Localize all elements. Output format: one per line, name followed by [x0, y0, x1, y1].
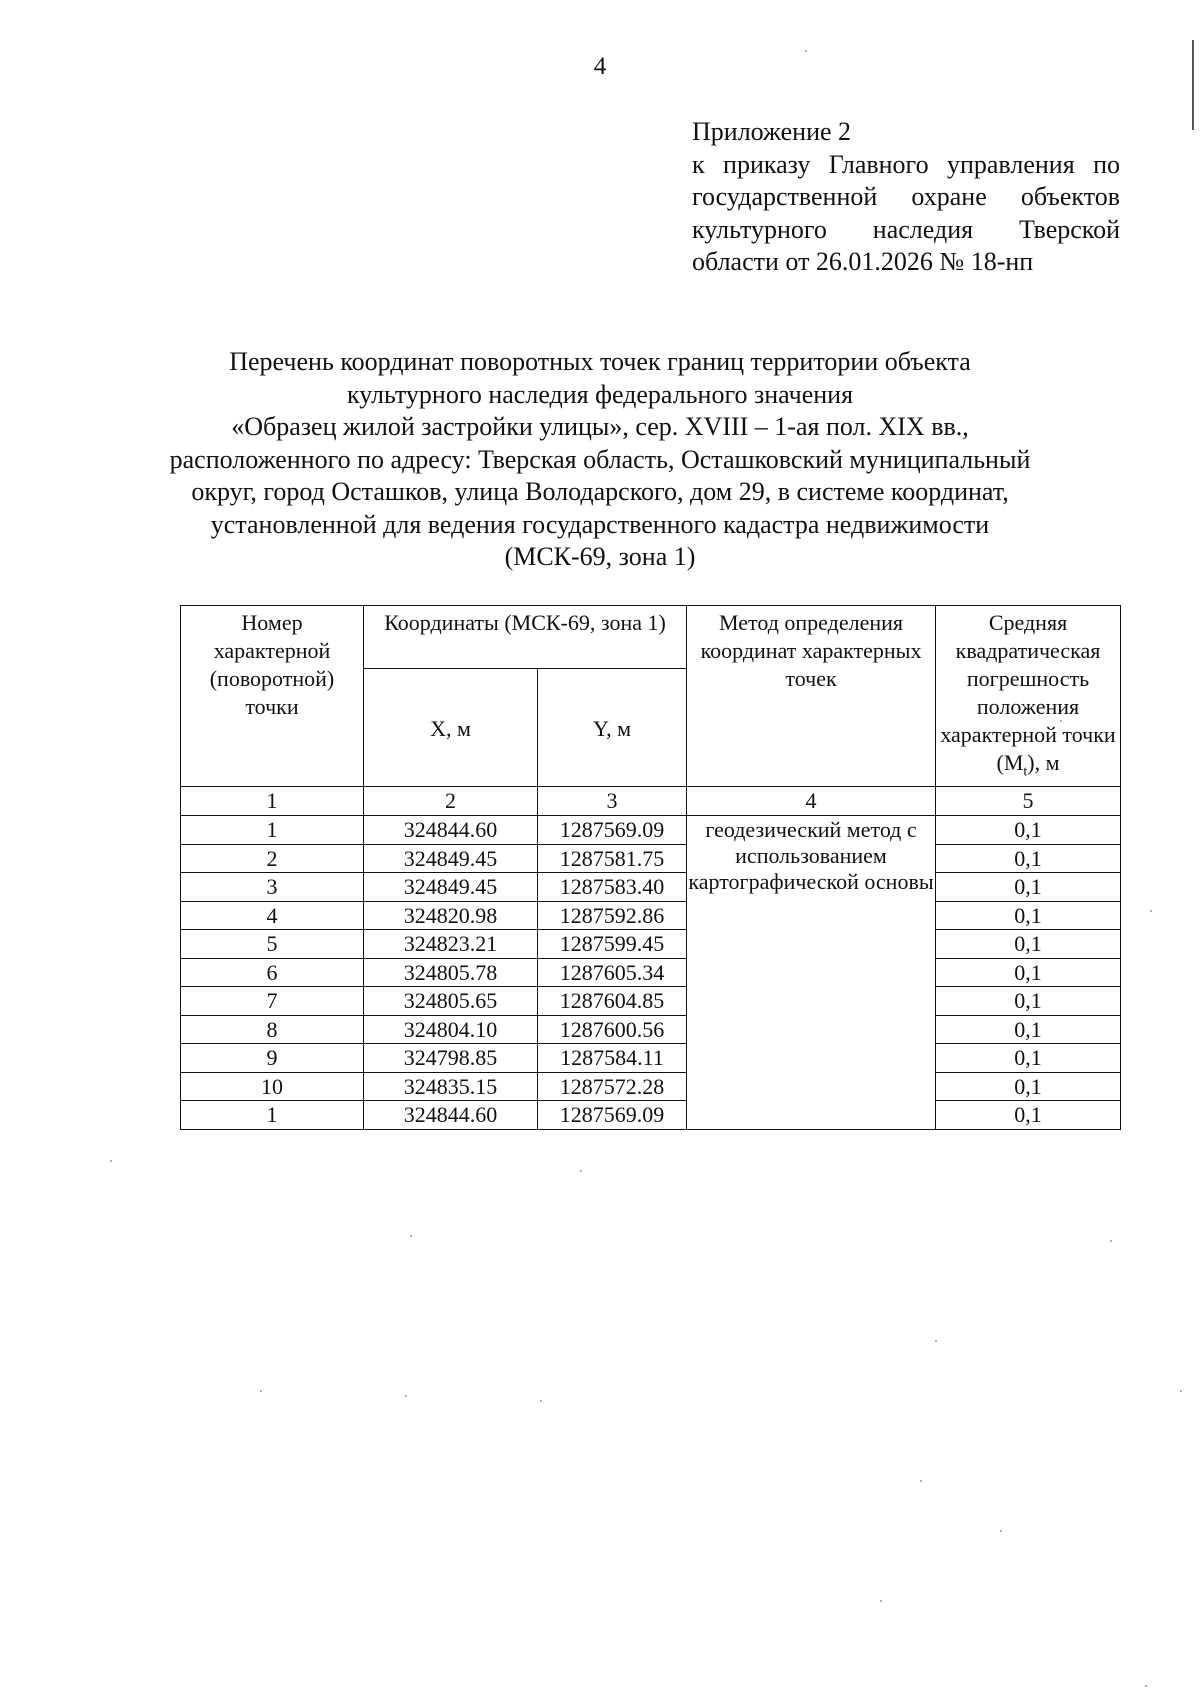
- y-coordinate-cell: 1287599.45: [538, 930, 687, 959]
- column-number: 4: [687, 787, 936, 816]
- table-row: [181, 816, 1121, 845]
- header-point-number: Номер характерной (поворотной) точки: [181, 606, 364, 787]
- scan-speck: [1060, 720, 1062, 722]
- appendix-line: культурного наследия Тверской: [692, 214, 1120, 244]
- column-number: 1: [181, 787, 364, 816]
- title-line: Перечень координат поворотных точек границ территории объекта: [229, 347, 971, 376]
- point-number-cell: 8: [181, 1015, 364, 1044]
- table-row: [181, 1015, 1121, 1044]
- error-cell: 0,1: [936, 1015, 1121, 1044]
- column-number: 3: [538, 787, 687, 816]
- title-line: установленной для ведения государственного кадастра недвижимости: [210, 509, 990, 539]
- appendix-line: государственной охране объектов: [692, 182, 1120, 211]
- point-number-cell: 4: [181, 901, 364, 930]
- scan-speck: [880, 1600, 882, 1602]
- table-row: [181, 844, 1121, 873]
- scan-speck: [580, 1170, 582, 1172]
- point-number-cell: 7: [181, 987, 364, 1016]
- table-row: [181, 873, 1121, 902]
- error-cell: 0,1: [936, 930, 1121, 959]
- point-number-cell: 5: [181, 930, 364, 959]
- scan-speck: [805, 50, 807, 52]
- scan-speck: [260, 1390, 262, 1392]
- point-number-cell: 2: [181, 844, 364, 873]
- header-method: Метод определения координат характерных точек: [687, 606, 936, 787]
- scan-speck: [920, 1480, 922, 1482]
- y-coordinate-cell: 1287583.40: [538, 873, 687, 902]
- title-line: культурного наследия федерального значения: [346, 379, 854, 409]
- x-coordinate-cell: 324798.85: [364, 1044, 538, 1073]
- error-cell: 0,1: [936, 901, 1121, 930]
- scan-speck: [1150, 910, 1152, 912]
- point-number-cell: 9: [181, 1044, 364, 1073]
- title-line: округ, город Осташков, улица Володарского, дом 29, в системе координат,: [191, 477, 1009, 506]
- header-error-sub: t: [1023, 764, 1028, 780]
- column-number: 5: [936, 787, 1121, 816]
- scan-speck: [1180, 1390, 1182, 1392]
- document-title: [150, 346, 1050, 574]
- error-cell: 0,1: [936, 816, 1121, 845]
- y-coordinate-cell: 1287592.86: [538, 901, 687, 930]
- y-coordinate-cell: 1287605.34: [538, 958, 687, 987]
- header-y: Y, м: [538, 669, 687, 787]
- error-cell: 0,1: [936, 958, 1121, 987]
- header-error-tail: ), м: [1027, 750, 1060, 775]
- y-coordinate-cell: 1287581.75: [538, 844, 687, 873]
- point-number-cell: 1: [181, 1101, 364, 1130]
- x-coordinate-cell: 324804.10: [364, 1015, 538, 1044]
- x-coordinate-cell: 324835.15: [364, 1072, 538, 1101]
- appendix-line: к приказу Главного управления по: [692, 149, 1120, 179]
- scan-speck: [1110, 1240, 1112, 1242]
- method-cell: геодезический метод с использованием картографической основы: [687, 816, 936, 1130]
- error-cell: 0,1: [936, 873, 1121, 902]
- y-coordinate-cell: 1287572.28: [538, 1072, 687, 1101]
- header-error-main: Средняя квадратическая погрешность положения характерной точки (M: [940, 610, 1116, 775]
- coordinates-table: [180, 605, 1121, 1130]
- error-cell: 0,1: [936, 1101, 1121, 1130]
- appendix-line: области от 26.01.2026 № 18-нп: [692, 247, 1034, 276]
- table-row: [181, 930, 1121, 959]
- header-coordinates: Координаты (МСК-69, зона 1): [364, 606, 687, 669]
- y-coordinate-cell: 1287584.11: [538, 1044, 687, 1073]
- x-coordinate-cell: 324844.60: [364, 816, 538, 845]
- error-cell: 0,1: [936, 844, 1121, 873]
- error-cell: 0,1: [936, 1072, 1121, 1101]
- table-row: [181, 958, 1121, 987]
- appendix-line: Приложение 2: [692, 117, 852, 146]
- point-number-cell: 6: [181, 958, 364, 987]
- scan-speck: [935, 1340, 937, 1342]
- scan-speck: [110, 1160, 112, 1162]
- title-line: «Образец жилой застройки улицы», сер. XVIII – 1-ая пол. XIX вв.,: [231, 412, 969, 441]
- header-x: X, м: [364, 669, 538, 787]
- column-number: 2: [364, 787, 538, 816]
- header-error: [936, 606, 1121, 787]
- title-line: (МСК-69, зона 1): [504, 542, 696, 571]
- x-coordinate-cell: 324805.78: [364, 958, 538, 987]
- page-number: 4: [593, 53, 607, 80]
- y-coordinate-cell: 1287569.09: [538, 1101, 687, 1130]
- x-coordinate-cell: 324823.21: [364, 930, 538, 959]
- table-row: [181, 1044, 1121, 1073]
- x-coordinate-cell: 324849.45: [364, 873, 538, 902]
- scan-speck: [540, 1400, 542, 1402]
- table-row: [181, 901, 1121, 930]
- error-cell: 0,1: [936, 987, 1121, 1016]
- scan-speck: [405, 1395, 407, 1397]
- column-number-row: [181, 787, 1121, 816]
- scan-speck: [410, 1235, 412, 1237]
- point-number-cell: 10: [181, 1072, 364, 1101]
- scan-speck: [1000, 1530, 1002, 1532]
- error-cell: 0,1: [936, 1044, 1121, 1073]
- appendix-block: [692, 116, 1120, 279]
- y-coordinate-cell: 1287604.85: [538, 987, 687, 1016]
- y-coordinate-cell: 1287569.09: [538, 816, 687, 845]
- table-row: [181, 1101, 1121, 1130]
- table-row: [181, 987, 1121, 1016]
- point-number-cell: 1: [181, 816, 364, 845]
- table-row: [181, 1072, 1121, 1101]
- x-coordinate-cell: 324820.98: [364, 901, 538, 930]
- x-coordinate-cell: 324805.65: [364, 987, 538, 1016]
- title-line: расположенного по адресу: Тверская область, Осташковский муниципальный: [169, 444, 1031, 474]
- x-coordinate-cell: 324844.60: [364, 1101, 538, 1130]
- y-coordinate-cell: 1287600.56: [538, 1015, 687, 1044]
- point-number-cell: 3: [181, 873, 364, 902]
- scan-speck: [1145, 1685, 1147, 1687]
- x-coordinate-cell: 324849.45: [364, 844, 538, 873]
